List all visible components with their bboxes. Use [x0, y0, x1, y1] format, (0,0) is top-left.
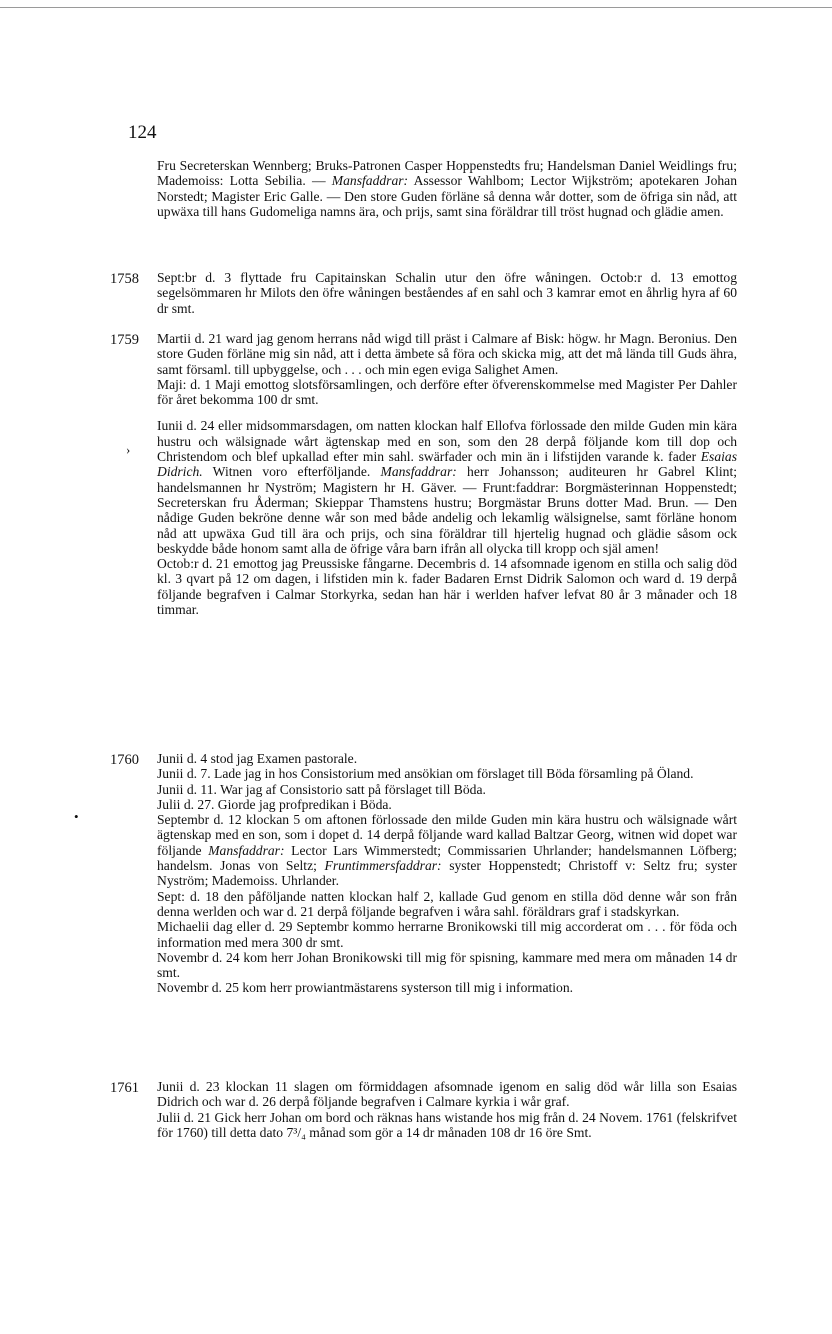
- paragraph: Fru Secreterskan Wennberg; Bruks-Patronen Casper Hoppenstedts fru; Handelsman Daniel Weidlings fru; Mademoiss: Lotta Sebilia. — Mansfaddrar: Assessor Wahlbom; Lector Wijkström; apotekaren Johan Norstedt; Magister Eric Galle. — Den store Guden förläne så denna wår dotter, som de öfriga sin nåd, att upwäxa till hans Gudomeliga namns ära, och prijs, samt sina föräldrar till tröst hugnad och glädie amen.: [157, 158, 737, 219]
- year-1758: 1758: [110, 271, 139, 287]
- paragraph: Octob:r d. 21 emottog jag Preussiske fångarne. Decembris d. 14 afsomnade igenom en stilla och salig död kl. 3 qvart på 12 om dagen, i lifstiden min k. fader Badaren Ernst Didrik Salomon och ward d. 19 derpå följande begrafven i Calmar Storkyrka, sedan han här i werlden hafver lefvat 80 år 3 månader och 18 timmar.: [157, 556, 737, 618]
- entry-1760: [157, 751, 737, 996]
- paragraph: Novembr d. 24 kom herr Johan Bronikowski till mig för spisning, kammare med mera om månaden 14 dr smt.: [157, 949, 737, 981]
- paragraph: Julii d. 27. Giorde jag profpredikan i Böda.: [157, 796, 392, 812]
- margin-mark: ›: [126, 442, 131, 457]
- paragraph: Junii d. 7. Lade jag in hos Consistorium med ansökian om förslaget till Böda församling på Öland.: [157, 766, 694, 782]
- paragraph: Junii d. 4 stod jag Examen pastorale.: [157, 751, 358, 766]
- paragraph: Julii d. 21 Gick herr Johan om bord och räknas hans wistande hos mig från d. 24 Novem. 1761 (felskrifvet för 1760) till detta dato 7³/₄ månad som gör a 14 dr månaden 108 dr 16 öre Smt.: [157, 1109, 737, 1140]
- paragraph: Septembr d. 12 klockan 5 om aftonen förlossade den milde Guden min kära hustru och wälsignade wårt ägtenskap med en son, som i dopet d. 14 derpå följande ward kallad Baltzar Georg, witnen wid dopet war följande Mansfaddrar: Lector Lars Wimmerstedt; Commissarien Uhrlander; handelsmannen Löfberg; handelsm. Jonas von Seltz; Fruntimmersfaddrar: syster Hoppenstedt; Christoff v: Seltz fru; syster Nyström; Mademoiss. Uhrlander.: [157, 812, 738, 889]
- paragraph: Sept: d. 18 den påföljande natten klockan half 2, kallade Gud genom en stilla död denne wår son från denna werlden och war d. 21 derpå följande begrafven i wåra sahl. föräldrars graf i stadskyrkan.: [157, 888, 737, 919]
- paragraph: Sept:br d. 3 flyttade fru Capitainskan Schalin utur den öfre wåningen. Octob:r d. 13 emottog segelsömmaren hr Milots den öfre wåningen beståendes af en sahl och 3 kamrar emot en åhrlig hyra af 60 dr smt.: [157, 270, 737, 316]
- entry-1761: [157, 1079, 737, 1140]
- paragraph: Maji: d. 1 Maji emottog slotsförsamlingen, och derföre efter öfverenskommelse med Magister Per Dahler för året bekomma 100 dr smt.: [157, 376, 737, 408]
- margin-mark: •: [74, 809, 79, 824]
- paragraph: Junii d. 23 klockan 11 slagen om förmiddagen afsomnade igenom en salig död wår lilla son Esaias Didrich och war d. 26 derpå följande begrafven i Calmare kyrkia i wår graf.: [157, 1079, 737, 1110]
- paragraph: Junii d. 11. War jag af Consistorio satt på förslaget till Böda.: [157, 781, 486, 797]
- top-rule: [0, 7, 832, 8]
- entry-1759: [157, 331, 737, 617]
- year-1759: 1759: [110, 332, 139, 348]
- paragraph: Iunii d. 24 eller midsommarsdagen, om natten klockan half Ellofva förlossade den milde Guden min kära hustru och wälsignade wårt ägtenskap med en son, som den 28 derpå följande kom till dop och Christendom och blef upkallad efter min sahl. swärfader och min än i lifstijden varande k. fader Esaias Didrich. Witnen voro efterföljande. Mansfaddrar: herr Johansson; auditeuren hr Gabrel Klint; handelsmannen hr Nyström; Magistern hr H. Gäver. — Frunt:faddrar: Borgmästerinnan Hoppenstedt; Secreterskan fru Åderman; Skieppar Thamstens hustru; Borgmästar Bruns dotter Mad. Brun. — Den nådige Guden bekröne denne wår son med både andelig och lekamlig wälsignelse, samt förläne honom nåd att upwäxa Gud till ära och prijs, och sina föräldrar till hjertelig hugnad och glädie såsom ock beskydde både honom samt alla de öfrige våra barn ifrån all olycka till kropp och själ amen!: [157, 418, 738, 556]
- page-number: 124: [128, 122, 157, 143]
- year-1761: 1761: [110, 1080, 139, 1096]
- entry-1758: [157, 270, 737, 316]
- paragraph: Novembr d. 25 kom herr prowiantmästarens systerson till mig i information.: [157, 980, 574, 996]
- year-1760: 1760: [110, 752, 139, 768]
- paragraph: Martii d. 21 ward jag genom herrans nåd wigd till präst i Calmare af Bisk: högw. hr Magn. Beronius. Den store Guden förläne mig sin nåd, att i detta ämbete så föra och skicka mig, att det må lända till Guds ähra, samt församl. till upbyggelse, och . . . och min egen eviga Salighet Amen.: [157, 331, 737, 377]
- entry-intro: [157, 158, 737, 219]
- paragraph: Michaelii dag eller d. 29 Septembr kommo herrarne Bronikowski till mig accorderat om . . . för föda och information med mera 300 dr smt.: [157, 919, 737, 950]
